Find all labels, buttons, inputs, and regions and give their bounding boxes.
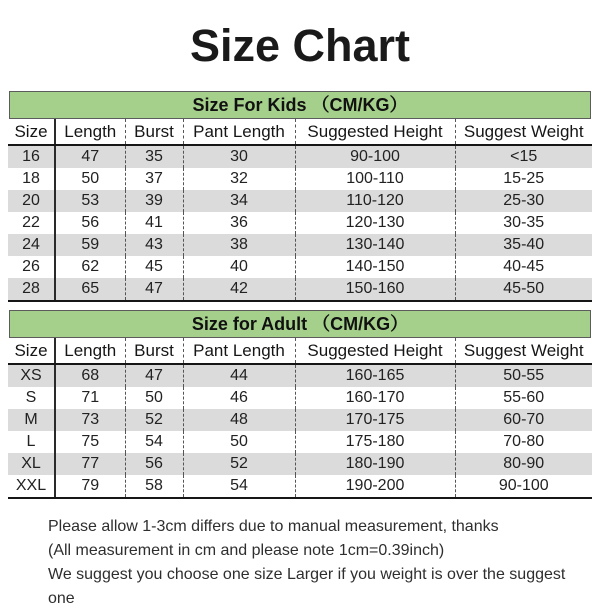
kids-header-row [8,119,592,145]
table-cell: 45-50 [455,278,592,301]
column-header: Burst [125,338,183,364]
table-cell: 15-25 [503,170,545,188]
table-row [8,409,592,431]
table-cell: 25-30 [455,190,592,212]
note-line-3: We suggest you choose one size Larger if you weight is over the suggest one [48,566,566,608]
table-cell: 30-35 [503,214,545,232]
table-cell: 48 [183,409,295,431]
table-cell: 35-40 [455,234,592,256]
table-cell: 79 [55,475,125,498]
table-cell: 75 [55,431,125,453]
table-cell: 28 [8,278,55,301]
table-cell: 34 [183,190,295,212]
table-cell: S [8,387,55,409]
table-cell: XXL [8,475,55,498]
table-cell: 50 [183,431,295,453]
table-cell: 41 [125,212,183,234]
table-row [8,168,592,190]
table-cell: 52 [125,409,183,431]
column-header: Suggested Height [295,119,455,145]
table-cell: 140-150 [295,256,455,278]
table-cell: 160-170 [295,387,455,409]
table-row [8,234,592,256]
table-cell: 40 [183,256,295,278]
column-header: Pant Length [183,119,295,145]
table-cell: 30 [183,145,295,168]
table-row [8,145,592,168]
table-cell: 175-180 [295,431,455,453]
table-cell: 35 [125,145,183,168]
table-cell: 40-45 [503,258,545,276]
table-cell: 50 [125,387,183,409]
table-cell: 45 [125,256,183,278]
note-line-1: Please allow 1-3cm differs due to manual measurement, thanks [48,518,499,536]
table-cell: 120-130 [295,212,455,234]
table-row [8,364,592,387]
table-cell: L [8,431,55,453]
column-header: Size [8,338,55,364]
table-cell: 150-160 [295,278,455,301]
table-cell: 18 [8,168,55,190]
table-row [8,475,592,498]
column-header: Suggested Height [295,338,455,364]
table-cell: 47 [125,364,183,387]
table-cell: M [8,409,55,431]
table-cell: 47 [55,145,125,168]
table-cell: XS [8,364,55,387]
table-cell: 50 [55,168,125,190]
table-cell: 24 [8,234,55,256]
table-cell: 54 [183,475,295,498]
table-cell: 53 [55,190,125,212]
table-cell: 62 [55,256,125,278]
table-cell: 190-200 [295,475,455,498]
table-cell: 90-100 [455,475,592,498]
adult-header-row [8,338,592,364]
table-cell: XL [8,453,55,475]
column-header: Suggest Weight [455,338,592,364]
table-cell: 80-90 [455,453,592,475]
table-cell: 71 [55,387,125,409]
column-header: Length [55,119,125,145]
table-row [8,190,592,212]
table-cell: 55-60 [503,389,545,407]
table-row [8,453,592,475]
table-cell: 43 [125,234,183,256]
table-cell: 56 [125,453,183,475]
table-cell: 58 [125,475,183,498]
kids-table-body [8,145,592,301]
table-cell: 130-140 [295,234,455,256]
table-cell: 180-190 [295,453,455,475]
page-title: Size Chart [189,20,411,71]
table-row [8,212,592,234]
table-cell: 59 [55,234,125,256]
column-header: Size [8,119,55,145]
measurement-notes [0,515,600,611]
table-row [8,256,592,278]
note-line-2: (All measurement in cm and please note 1cm=0.39inch) [48,542,445,560]
table-cell: 32 [183,168,295,190]
table-row [8,278,592,301]
table-cell: 68 [55,364,125,387]
table-cell: 39 [125,190,183,212]
kids-size-table [8,119,592,302]
table-cell: 46 [183,387,295,409]
table-cell: 38 [183,234,295,256]
table-cell: 90-100 [295,145,455,168]
table-row [8,431,592,453]
table-cell: 16 [8,145,55,168]
column-header: Length [55,338,125,364]
table-cell: 77 [55,453,125,475]
table-cell: 70-80 [503,433,545,451]
table-cell: 47 [125,278,183,301]
table-cell: 20 [8,190,55,212]
table-cell: 54 [125,431,183,453]
table-cell: 26 [8,256,55,278]
adult-table-body [8,364,592,498]
table-cell: <15 [455,145,592,168]
table-cell: 170-175 [295,409,455,431]
table-row [8,387,592,409]
column-header: Pant Length [183,338,295,364]
table-cell: 60-70 [455,409,592,431]
table-cell: 22 [8,212,55,234]
table-cell: 56 [55,212,125,234]
table-cell: 110-120 [295,190,455,212]
column-header: Suggest Weight [455,119,592,145]
column-header: Burst [125,119,183,145]
table-cell: 42 [183,278,295,301]
adult-section-banner: Size for Adult （CM/KG） [9,310,591,338]
table-cell: 52 [183,453,295,475]
kids-section-banner: Size For Kids （CM/KG） [9,91,591,119]
table-cell: 100-110 [295,168,455,190]
table-cell: 50-55 [455,364,592,387]
table-cell: 160-165 [295,364,455,387]
table-cell: 65 [55,278,125,301]
table-cell: 37 [125,168,183,190]
table-cell: 73 [55,409,125,431]
table-cell: 44 [183,364,295,387]
adult-size-table [8,338,592,499]
table-cell: 36 [183,212,295,234]
